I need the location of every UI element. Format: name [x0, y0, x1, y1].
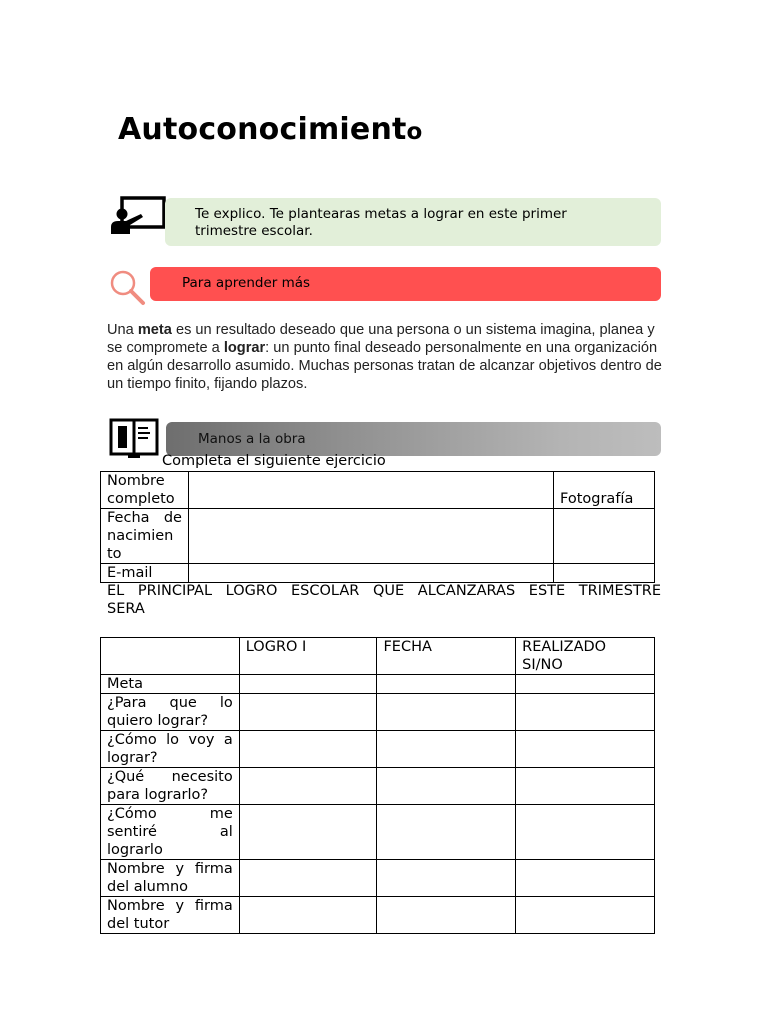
table-row	[101, 675, 655, 694]
cell-input[interactable]	[516, 860, 655, 897]
header-realizado: REALIZADO SI/NO	[516, 638, 655, 675]
search-icon	[108, 268, 146, 306]
cell-input[interactable]	[516, 675, 655, 694]
book-icon	[108, 418, 160, 460]
exercise-instruction: Completa el siguiente ejercicio	[162, 453, 386, 469]
cell-input[interactable]	[239, 860, 377, 897]
cell-input[interactable]	[239, 694, 377, 731]
table-row	[101, 897, 655, 934]
learn-more-label: Para aprender más	[182, 275, 311, 291]
table-row	[101, 805, 655, 860]
row-label: Nombre y firma del alumno	[101, 860, 240, 897]
table-row	[101, 509, 655, 564]
teacher-board-icon	[108, 194, 168, 238]
table-header-row	[101, 638, 655, 675]
learn-more-banner	[150, 267, 661, 301]
row-label: ¿Para que lo quiero lograr?	[101, 694, 240, 731]
page-title: Autoconocimiento	[118, 112, 423, 147]
cell-input[interactable]	[377, 675, 516, 694]
cell-input[interactable]	[516, 694, 655, 731]
intro-text-line1: Te explico. Te plantearas metas a lograr en este primer	[195, 206, 567, 222]
table-row	[101, 472, 655, 509]
cell-input[interactable]	[239, 675, 377, 694]
email-label-cell: E-mail	[101, 564, 189, 583]
row-label: Meta	[101, 675, 240, 694]
name-input-cell[interactable]	[188, 472, 553, 509]
cell-input[interactable]	[377, 805, 516, 860]
row-label: ¿Cómo me sentiré al lograrlo	[101, 805, 240, 860]
cell-input[interactable]	[377, 768, 516, 805]
email-input-cell[interactable]	[188, 564, 553, 583]
cell-input[interactable]	[516, 731, 655, 768]
photo-cell[interactable]: Fotografía	[554, 472, 655, 509]
table-row	[101, 860, 655, 897]
cell-input[interactable]	[377, 897, 516, 934]
hands-on-label: Manos a la obra	[198, 431, 306, 447]
cell-input[interactable]	[516, 897, 655, 934]
main-goal-statement: EL PRINCIPAL LOGRO ESCOLAR QUE ALCANZARAS ESTE TRIMESTRE SERA	[107, 583, 661, 617]
birth-input-cell[interactable]	[188, 509, 553, 564]
cell-input[interactable]	[239, 731, 377, 768]
header-empty	[101, 638, 240, 675]
cell-input[interactable]	[516, 768, 655, 805]
photo-cell-2[interactable]	[554, 509, 655, 564]
cell-input[interactable]	[239, 768, 377, 805]
row-label: ¿Qué necesito para lograrlo?	[101, 768, 240, 805]
header-logro: LOGRO I	[239, 638, 377, 675]
birth-label-cell: Fecha de nacimien to	[101, 509, 189, 564]
row-label: Nombre y firma del tutor	[101, 897, 240, 934]
intro-box	[165, 198, 661, 246]
row-label: ¿Cómo lo voy a lograr?	[101, 731, 240, 768]
intro-text-line2: trimestre escolar.	[195, 223, 313, 239]
personal-data-table	[100, 471, 655, 583]
table-row	[101, 564, 655, 583]
definition-paragraph: Una meta es un resultado deseado que una persona o un sistema imagina, planea y se compromete a lograr: un punto final deseado personalmente en una organización en algún desarrollo asumido. Muchas personas tratan de alcanzar objetivos dentro de un tiempo finito, fijando plazos.	[107, 322, 662, 392]
cell-input[interactable]	[377, 731, 516, 768]
goal-table	[100, 637, 655, 934]
header-fecha: FECHA	[377, 638, 516, 675]
cell-input[interactable]	[377, 694, 516, 731]
cell-input[interactable]	[239, 897, 377, 934]
cell-input[interactable]	[377, 860, 516, 897]
name-label-cell: Nombre completo	[101, 472, 189, 509]
table-row	[101, 731, 655, 768]
cell-input[interactable]	[516, 805, 655, 860]
photo-cell-3[interactable]	[554, 564, 655, 583]
table-row	[101, 694, 655, 731]
cell-input[interactable]	[239, 805, 377, 860]
table-row	[101, 768, 655, 805]
hands-on-banner	[166, 422, 661, 456]
